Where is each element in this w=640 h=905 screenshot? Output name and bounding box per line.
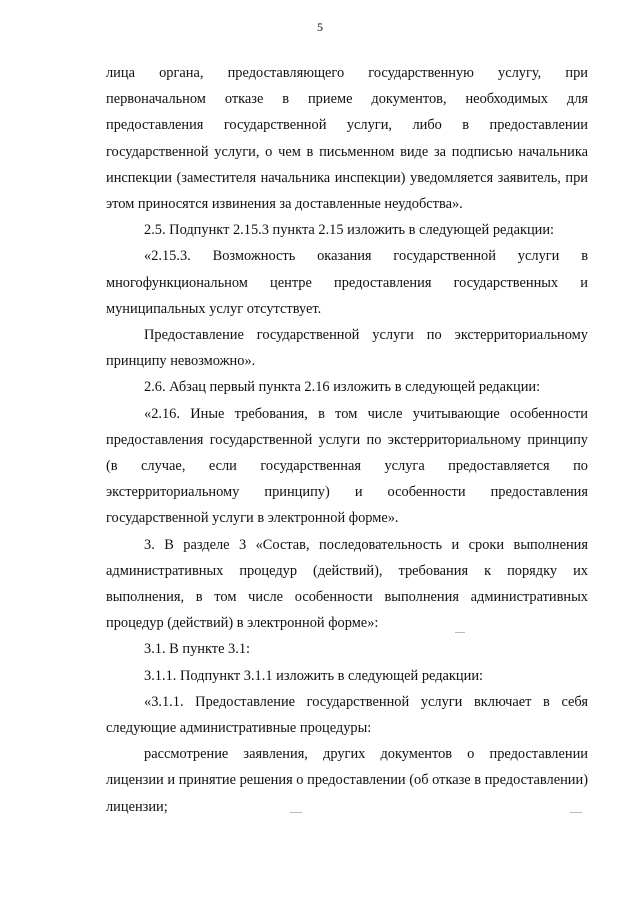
paragraph-6: «2.16. Иные требования, в том числе учитывающие особенности предоставления государственной услуги по экстерриториальному принципу (в случае, если государственная услуга предоставляется по экстерриториальному принципу) и особенности предоставления государственной услуги в электронной форме». bbox=[106, 405, 588, 527]
paragraph-4: Предоставление государственной услуги по экстерриториальному принципу невозможно». bbox=[106, 327, 588, 370]
page-number: 5 bbox=[317, 20, 323, 34]
paragraph-10: «3.1.1. Предоставление государственной услуги включает в себя следующие административные процедуры: bbox=[106, 693, 588, 737]
paragraph-8: 3.1. В пункте 3.1: bbox=[144, 641, 251, 658]
paragraph-3: «2.15.3. Возможность оказания государственной услуги в многофункциональном центре предоставления государственных и муниципальных услуг отсутствует. bbox=[106, 248, 588, 317]
paragraph-11: рассмотрение заявления, других документов о предоставлении лицензии и принятие решения о предоставлении (об отказе в предоставлении) лицензии; bbox=[106, 746, 588, 815]
scan-speck bbox=[570, 812, 582, 813]
paragraph-2: 2.5. Подпункт 2.15.3 пункта 2.15 изложить в следующей редакции: bbox=[144, 222, 555, 239]
paragraph-1: лица органа, предоставляющего государственную услугу, при первоначальном отказе в приеме документов, необходимых для предоставления государственной услуги, либо в предоставлении государственной услуги, о чем в письменном виде за подписью начальника инспекции (заместителя начальника инспекции) уведомляется заявитель, при этом приносятся извинения за доставленные неудобства». bbox=[106, 65, 588, 213]
paragraph-7: 3. В разделе 3 «Состав, последовательность и сроки выполнения административных процедур (действий), требования к порядку их выполнения, в том числе особенности выполнения административных процедур (действий) в электронной форме»: bbox=[106, 536, 588, 632]
scan-speck bbox=[455, 632, 465, 633]
paragraph-9: 3.1.1. Подпункт 3.1.1 изложить в следующей редакции: bbox=[144, 667, 484, 684]
paragraph-5: 2.6. Абзац первый пункта 2.16 изложить в следующей редакции: bbox=[144, 379, 541, 396]
document-body bbox=[106, 60, 588, 820]
scan-speck bbox=[290, 812, 302, 813]
